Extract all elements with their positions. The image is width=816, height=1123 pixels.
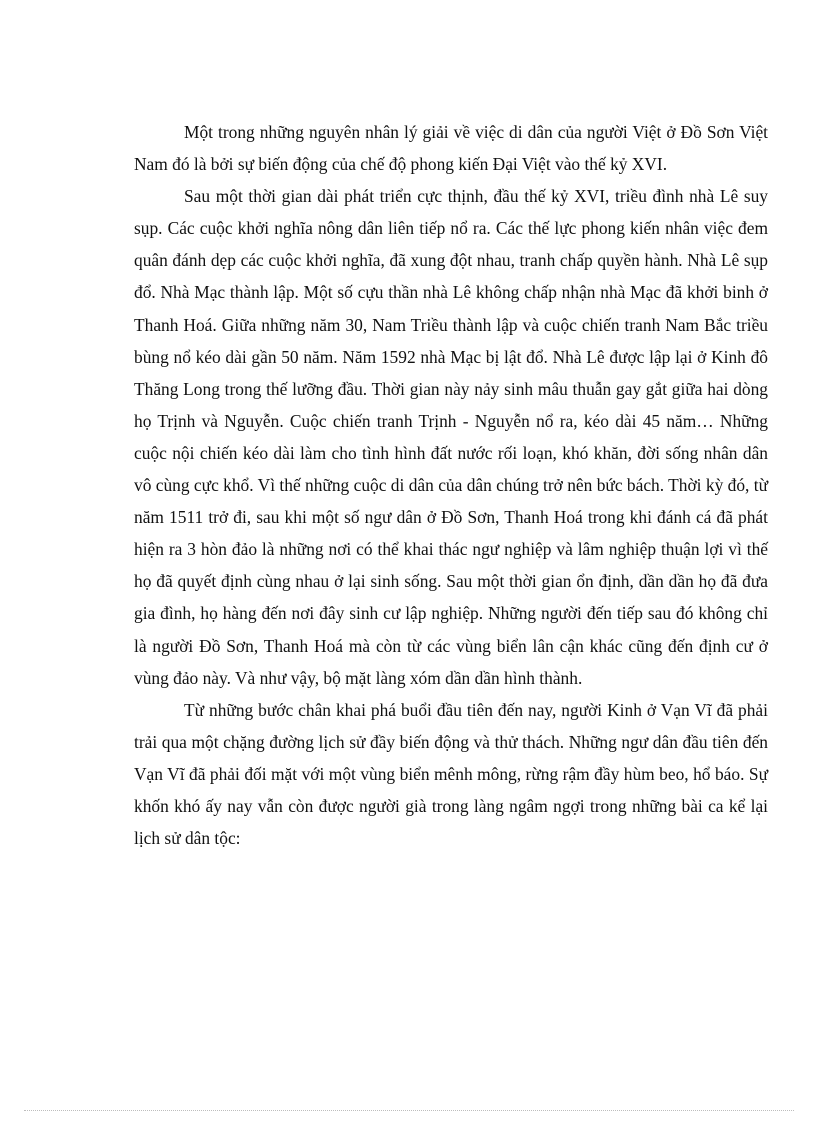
paragraph-3: Từ những bước chân khai phá buổi đầu tiên đến nay, người Kinh ở Vạn Vĩ đã phải trải qua một chặng đường lịch sử đầy biến động và thử thách. Những ngư dân đầu tiên đến Vạn Vĩ đã phải đối mặt với một vùng biển mênh mông, rừng rậm đầy hùm beo, hổ báo. Sự khốn khó ấy nay vẫn còn được người già trong làng ngâm ngợi trong những bài ca kể lại lịch sử dân tộc: xyxy=(134,699,768,849)
body-text xyxy=(134,116,768,854)
page-bottom-divider xyxy=(24,1110,794,1111)
paragraph-1: Một trong những nguyên nhân lý giải về việc di dân của người Việt ở Đồ Sơn Việt Nam đó là bởi sự biến động của chế độ phong kiến Đại Việt vào thế kỷ XVI. xyxy=(134,122,768,175)
paragraph-2: Sau một thời gian dài phát triển cực thịnh, đầu thế kỷ XVI, triều đình nhà Lê suy sụp. Các cuộc khởi nghĩa nông dân liên tiếp nổ ra. Các thế lực phong kiến nhân việc đem quân đánh dẹp các cuộc khởi nghĩa, đã xung đột nhau, tranh chấp quyền hành. Nhà Lê sụp đổ. Nhà Mạc thành lập. Một số cựu thần nhà Lê không chấp nhận nhà Mạc đã khởi binh ở Thanh Hoá. Giữa những năm 30, Nam Triều thành lập và cuộc chiến tranh Nam Bắc triều bùng nổ kéo dài gần 50 năm. Năm 1592 nhà Mạc bị lật đổ. Nhà Lê được lập lại ở Kinh đô Thăng Long trong thế lưỡng đầu. Thời gian này nảy sinh mâu thuẫn gay gắt giữa hai dòng họ Trịnh và Nguyễn. Cuộc chiến tranh Trịnh - Nguyễn nổ ra, kéo dài 45 năm… Những cuộc nội chiến kéo dài làm cho tình hình đất nước rối loạn, khó khăn, đời sống nhân dân vô cùng cực khổ. Vì thế những cuộc di dân của dân chúng trở nên bức bách. Thời kỳ đó, từ năm 1511 trở đi, sau khi một số ngư dân ở Đồ Sơn, Thanh Hoá trong khi đánh cá đã phát hiện ra 3 hòn đảo là những nơi có thể khai thác ngư nghiệp và lâm nghiệp thuận lợi vì thế họ đã quyết định cùng nhau ở lại sinh sống. Sau một thời gian ổn định, dần dần họ đã đưa gia đình, họ hàng đến nơi đây sinh cư lập nghiệp. Những người đến tiếp sau đó không chỉ là người Đồ Sơn, Thanh Hoá mà còn từ các vùng biển lân cận khác cũng đến định cư ở vùng đảo này. Và như vậy, bộ mặt làng xóm dần dần hình thành. xyxy=(134,186,768,688)
